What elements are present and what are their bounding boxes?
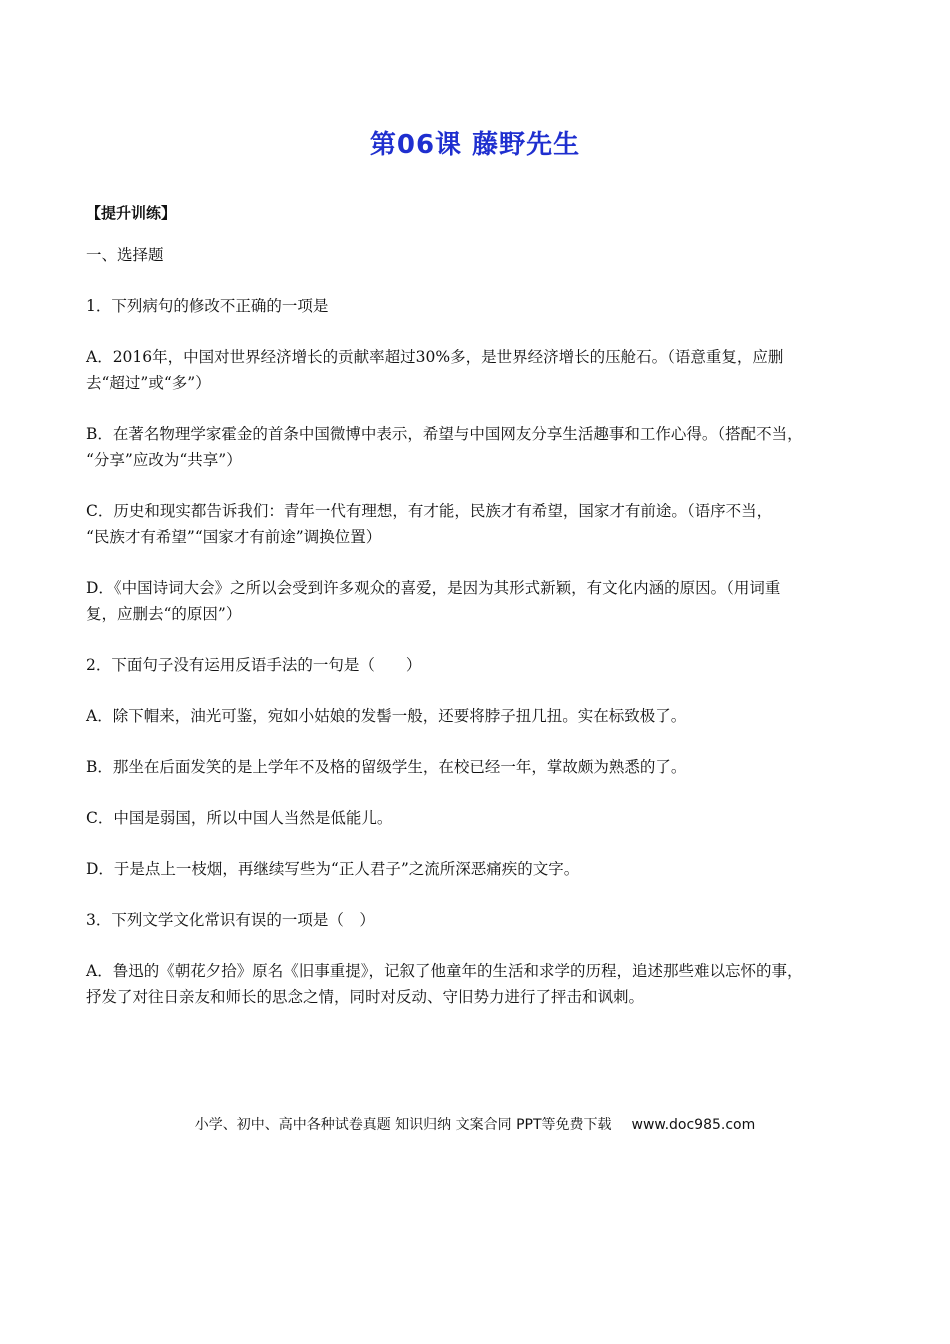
section-heading: 【提升训练】 bbox=[86, 204, 177, 222]
footer-text: 小学、初中、高中各种试卷真题 知识归纳 文案合同 PPT等免费下载 bbox=[194, 1117, 612, 1133]
document-body bbox=[86, 200, 866, 1010]
page-title: 第06课 藤野先生 bbox=[369, 130, 581, 160]
q1-option-c-line-1: C．历史和现实都告诉我们：青年一代有理想，有才能，民族才有希望，国家才有前途。（语序不当， bbox=[86, 502, 773, 520]
q1-option-b-line-2: “分享”应改为“共享”） bbox=[86, 451, 242, 469]
q1-option-d-line-1: D．《中国诗词大会》之所以会受到许多观众的喜爱，是因为其形式新颖，有文化内涵的原因。（用词重 bbox=[86, 579, 781, 597]
q2-option-d: D．于是点上一枝烟，再继续写些为“正人君子”之流所深恶痛疾的文字。 bbox=[86, 860, 580, 878]
q1-option-d-line-2: 复，应删去“的原因”） bbox=[86, 605, 242, 623]
part-heading: 一、选择题 bbox=[86, 246, 164, 264]
q2-option-a: A．除下帽来，油光可鉴，宛如小姑娘的发髻一般，还要将脖子扭几扭。实在标致极了。 bbox=[86, 707, 687, 725]
q2-option-b: B．那坐在后面发笑的是上学年不及格的留级学生，在校已经一年，掌故颇为熟悉的了。 bbox=[86, 758, 687, 776]
q1-option-c-line-2: “民族才有希望”“国家才有前途”调换位置） bbox=[86, 528, 382, 546]
q3-option-a-line-1: A．鲁迅的《朝花夕拾》原名《旧事重提》，记叙了他童年的生活和求学的历程，追述那些难以忘怀的事， bbox=[86, 962, 803, 980]
page-footer bbox=[0, 1114, 950, 1134]
q1-option-a-line-2: 去“超过”或“多”） bbox=[86, 374, 211, 392]
q1-option-b-line-1: B．在著名物理学家霍金的首条中国微博中表示，希望与中国网友分享生活趣事和工作心得。（搭配不当， bbox=[86, 425, 803, 443]
q3-option-a-line-2: 抒发了对往日亲友和师长的思念之情，同时对反动、守旧势力进行了抨击和讽刺。 bbox=[86, 988, 645, 1006]
q2-option-c: C．中国是弱国，所以中国人当然是低能儿。 bbox=[86, 809, 393, 827]
question-1-stem: 1．下列病句的修改不正确的一项是 bbox=[86, 297, 329, 315]
footer-url[interactable]: www.doc985.com bbox=[631, 1117, 756, 1133]
q1-option-a-line-1: A．2016年，中国对世界经济增长的贡献率超过30%多，是世界经济增长的压舱石。（语意重复，应删 bbox=[86, 348, 784, 366]
question-3-stem: 3．下列文学文化常识有误的一项是（ ） bbox=[86, 911, 375, 929]
question-2-stem: 2．下面句子没有运用反语手法的一句是（ ） bbox=[86, 656, 422, 674]
